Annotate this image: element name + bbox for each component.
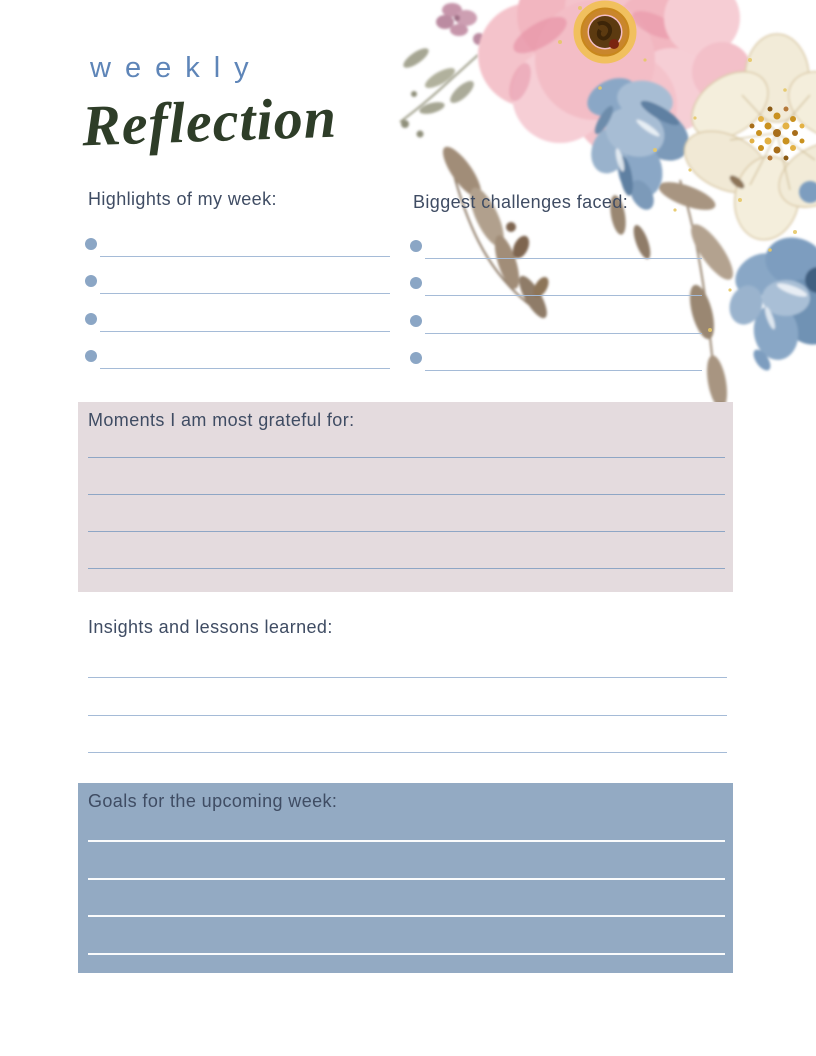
bullet-dot-icon bbox=[85, 350, 97, 362]
bullet-dot-icon bbox=[85, 238, 97, 250]
writing-line[interactable] bbox=[88, 953, 725, 955]
writing-line[interactable] bbox=[88, 457, 725, 458]
page-title-weekly: weekly bbox=[90, 52, 263, 84]
writing-line[interactable] bbox=[88, 677, 727, 678]
entry-row bbox=[85, 257, 390, 295]
bullet-dot-icon bbox=[410, 240, 422, 252]
writing-line[interactable] bbox=[88, 752, 727, 753]
entry-row bbox=[410, 221, 702, 259]
entry-row bbox=[85, 219, 390, 257]
writing-line[interactable] bbox=[88, 494, 725, 495]
challenges-entries bbox=[410, 221, 702, 371]
entry-row bbox=[85, 332, 390, 370]
grateful-section-box bbox=[78, 402, 733, 592]
writing-line[interactable] bbox=[88, 568, 725, 569]
bullet-dot-icon bbox=[410, 352, 422, 364]
entry-row bbox=[410, 259, 702, 297]
entry-row bbox=[410, 334, 702, 372]
highlights-label: Highlights of my week: bbox=[88, 189, 277, 209]
bullet-dot-icon bbox=[410, 315, 422, 327]
bullet-dot-icon bbox=[410, 277, 422, 289]
writing-line[interactable] bbox=[425, 370, 702, 371]
writing-line[interactable] bbox=[88, 531, 725, 532]
highlights-entries bbox=[85, 219, 390, 369]
insights-label: Insights and lessons learned: bbox=[88, 617, 333, 637]
writing-line[interactable] bbox=[88, 715, 727, 716]
writing-line[interactable] bbox=[88, 840, 725, 842]
entry-row bbox=[85, 294, 390, 332]
goals-section-box bbox=[78, 783, 733, 973]
grateful-label: Moments I am most grateful for: bbox=[88, 410, 355, 430]
entry-row bbox=[410, 296, 702, 334]
writing-line[interactable] bbox=[100, 368, 390, 369]
challenges-label: Biggest challenges faced: bbox=[413, 192, 629, 212]
bullet-dot-icon bbox=[85, 313, 97, 325]
rose-center bbox=[578, 5, 632, 59]
writing-line[interactable] bbox=[88, 915, 725, 917]
mauve-buds bbox=[436, 3, 485, 45]
page-title-reflection: Reflection bbox=[80, 84, 338, 159]
bullet-dot-icon bbox=[85, 275, 97, 287]
goals-label: Goals for the upcoming week: bbox=[88, 791, 338, 811]
writing-line[interactable] bbox=[88, 878, 725, 880]
